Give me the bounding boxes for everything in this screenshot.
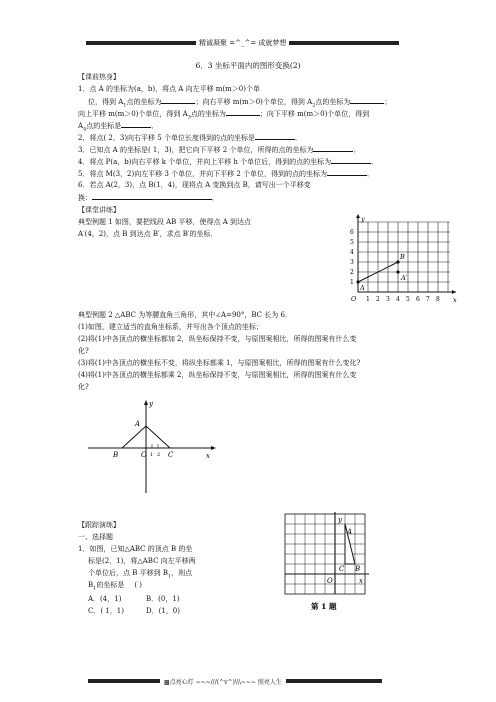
practice-q1d-text: 的坐标是 [96,581,125,589]
page-footer [88,676,410,686]
warmup-q1c: 向上平移 m(m＞0)个单位，得到 $A_3$点的坐标为 ；向下平移 m(m＞0)个单位，得到 [78,110,370,121]
option-a: A．(4，1) [88,595,122,603]
practice-q1d-paren: ( ) [134,581,143,589]
label-a: A [360,284,365,292]
example2-line-g: 化? [78,383,89,391]
label-a-prime: A′ [401,274,408,282]
figure-caption: 第 1 题 [311,602,337,611]
practice-q1a: 1．如图，已知△ABC 的顶点 B 的坐 [78,545,193,553]
y-arrow-icon [144,400,148,405]
label-b: B [355,565,361,573]
warmup-q1d: $A_4$点的坐标是 ． [78,122,159,133]
example2-line-a: 典型例题 2 △ABC 为等腰直角三角形，其中∠A=90°，BC 长为 6． [78,311,292,319]
grid-figure-2 [283,512,383,612]
label-x: x [359,577,363,585]
label-a: A [135,420,141,428]
y-tick-1: 1 [350,279,354,286]
y-tick-6: 6 [350,229,354,236]
triangle-figure [86,398,226,498]
warmup-q1a: 1．点 A 的坐标为(a，b)，将点 A 向左平移 m(m＞0)个单 [78,85,260,93]
practice-q1c: 个单位后，点 B 平移到 $B_1$，则点 [88,569,193,580]
practice-q1c-text: 个单位后，点 B 平移到 B [88,569,168,577]
header-bar-left [86,41,196,45]
label-b: B [113,451,119,459]
label-x: x [453,296,457,304]
x-arrow-icon [452,290,456,294]
page-title: 6．3 坐标平面内的图形变换(2) [195,61,301,70]
warmup-q4: 4．将点 P(a，b)向右平移 k 个单位，并向上平移 h 个单位后，得到的点的坐标为 ． [78,158,379,166]
label-x: x [206,452,210,460]
point-a-prime [396,270,399,273]
practice-q1c-tail: ，则点 [171,569,193,577]
y-tick-2: 2 [350,269,354,276]
warmup-q1b-3: ；向右平移 m(m＞0)个单位，得到 A [195,98,313,106]
example2-line-f: (4)将(1)中各顶点的横坐标都乘 2，纵坐标保持不变，与原图案相比，所得的图案有什么变 [78,371,357,379]
x-tick-8: 8 [436,296,440,303]
header-text: 精诚凝聚 =^_^= 成就梦想 [199,39,287,47]
x-tick-4: 4 [396,296,400,303]
label-y: y [361,215,365,223]
warmup-heading: 【课前热身】 [78,73,120,81]
practice-q1b: 标是(2，1)，将△ABC 向左平移两 [88,557,196,565]
tick-label-1: 1 [150,452,154,458]
practice-q1d: $B_1$的坐标是 ( ) [88,581,143,592]
warmup-q6b: 换： ． [78,194,219,202]
footer-bar-left [88,679,160,683]
warmup-q2-text: 2．将点( 2，3)向右平移 5 个单位长度得到的点的坐标是 [78,134,255,142]
warmup-q1b-2: 点的坐标为 [126,98,162,106]
label-a: A [347,528,353,536]
x-tick-7: 7 [426,296,430,303]
example2-line-b: (1)如图，建立适当的直角坐标系，并写出各个顶点的坐标； [78,323,263,331]
x-arrow-icon [211,446,216,450]
label-y: y [338,516,342,524]
warmup-q1d-2: 点的坐标是 [86,122,122,130]
warmup-q1c-3: ；向下平移 m(m＞0)个单位，得到 [259,110,370,118]
warmup-q5-text: 5．将点 M(3，2)向左平移 3 个单位，并向下平移 2 个单位，得到的点的坐标为 [78,170,328,178]
warmup-q5: 5．将点 M(3，2)向左平移 3 个单位，并向下平移 2 个单位，得到的点的坐标为 ． [78,170,375,178]
y-tick-3: 3 [350,259,354,266]
warmup-q1b-1: 位，得到 A [88,98,124,106]
warmup-q4-text: 4．将点 P(a，b)向右平移 k 个单位，并向上平移 h 个单位后，得到的点的坐标为 [78,158,332,166]
example1-line-b: A′(4，2)，点 B 到达点 B′，求点 B′的坐标． [78,230,218,238]
x-tick-1: 1 [366,296,370,303]
warmup-q1d-1: A [78,122,84,130]
example1-line-a: 典型例题 1 如图，要把线段 AB 平移，使得点 A 到达点 [78,218,252,226]
practice-section: 一、选择题 [78,533,113,541]
label-b: B [400,253,405,261]
warmup-q1b: 位，得到 $A_1$点的坐标为 ；向右平移 m(m＞0)个单位，得到 $A_2$点的坐标为 ； [88,98,392,109]
option-d: D．(1，0) [146,607,180,615]
warmup-q1c-2: 点的坐标为 [190,110,226,118]
warmup-q3: 3．已知点 A 的坐标是( 1，3)，把它向下平移 2 个单位，所得的点的坐标为 ． [78,146,361,154]
warmup-q6b-text: 换： [78,194,92,202]
practice-heading: 【跟踪演练】 [78,521,120,529]
x-tick-2: 2 [376,296,380,303]
header-bar-right [289,41,399,45]
label-o: O [141,451,147,459]
option-b: B．(0，1) [146,595,180,603]
label-origin: O [351,295,357,303]
y-arrow-icon [356,214,360,218]
warmup-q6a: 6．若点 A(2，3)，点 B(1，4)，现将点 A 变换到点 B，请写出一个平移变 [78,181,311,189]
y-tick-4: 4 [350,249,354,256]
x-tick-5: 5 [406,296,410,303]
label-c: C [168,451,174,459]
page-header [86,37,410,49]
warmup-q1b-4: 点的坐标为 [315,98,351,106]
footer-bar-right [286,679,382,683]
warmup-q2: 2．将点( 2，3)向右平移 5 个单位长度得到的点的坐标是 ． [78,134,302,142]
example2-line-d: 化? [78,347,89,355]
tick-label-2: 2 [157,452,161,458]
example2-line-e: (3)将(1)中各顶点的横坐标不变，将纵坐标都乘 1，与原图案相比，所得的图案有什么变化? [78,359,361,367]
footer-text: ▩点亮心灯 ~~~///(^v^)\\\~~~ 照亮人生 [164,678,282,686]
y-tick-5: 5 [350,239,354,246]
example2-line-c: (2)将(1)中各顶点的横坐标都加 2，纵坐标保持不变，与原图案相比，所得的图案有什么变 [78,335,357,343]
option-c: C．( 1，1) [88,607,124,615]
warmup-q1c-1: 向上平移 m(m＞0)个单位，得到 A [78,110,188,118]
label-c: C [339,565,345,573]
practice-q1d-b: B [88,581,94,589]
warmup-q3-text: 3．已知点 A 的坐标是( 1，3)，把它向下平移 2 个单位，所得的点的坐标为 [78,146,314,154]
x-tick-6: 6 [416,296,420,303]
label-o: O [327,577,333,585]
label-y: y [149,400,153,408]
grid-figure-1 [338,212,462,308]
lecture-heading: 【课堂讲练】 [78,206,120,214]
x-tick-3: 3 [386,296,390,303]
